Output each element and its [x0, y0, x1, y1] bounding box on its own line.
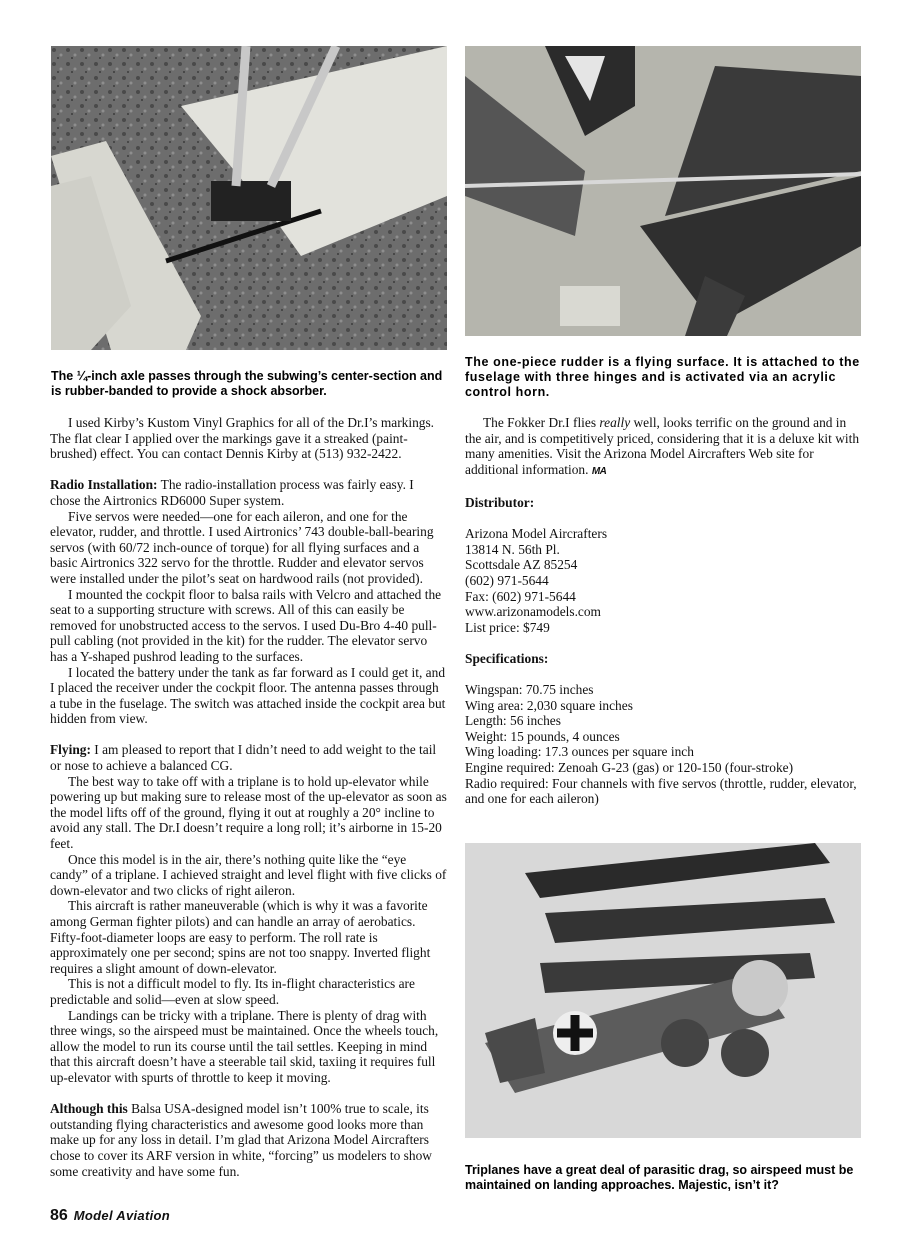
rudder-caption: The one-piece rudder is a flying surface. It is attached to the fuselage with three hinges and is activated via an acrylic control horn.	[465, 355, 860, 399]
rudder-photo	[465, 46, 861, 336]
page-number: 86	[50, 1207, 68, 1224]
spec-line: Wingspan: 70.75 inches	[465, 682, 594, 698]
flying-heading: Flying:	[50, 742, 91, 758]
distributor-line: Fax: (602) 971-5644	[465, 588, 576, 604]
distributor-line: (602) 971-5644	[465, 572, 549, 588]
flying-paragraph-3: Once this model is in the air, there’s nothing quite like the “eye candy” of a triplane. I achieved straight and level flight with five clicks of down-elevator and two clicks of right aileron.	[50, 851, 447, 898]
spec-line: Engine required: Zenoah G-23 (gas) or 120-150 (four-stroke)	[465, 760, 794, 776]
radio-paragraph-3: I mounted the cockpit floor to balsa rails with Velcro and attached the seat to a supporting structure with screws. All of this can easily be removed for unobstructed access to the servos. I used Du-Bro 4-40 pull-pull cabling (not provided in the kit) for the rudder. The elevator servo has a Y-shaped pushrod leading to the surfaces.	[50, 586, 442, 664]
page-footer	[50, 1207, 170, 1225]
triplane-flight-photo	[465, 843, 861, 1138]
spec-line: Weight: 15 pounds, 4 ounces	[465, 728, 620, 744]
specs-heading: Specifications:	[465, 650, 549, 666]
distributor-line: 13814 N. 56th Pl.	[465, 541, 560, 557]
spec-line: Length: 56 inches	[465, 713, 561, 729]
distributor-heading: Distributor:	[465, 494, 535, 510]
distributor-line: Arizona Model Aircrafters	[465, 526, 608, 542]
spec-line: Wing loading: 17.3 ounces per square inch	[465, 744, 694, 760]
magazine-name: Model Aviation	[73, 1208, 170, 1223]
flying-paragraph-6: Landings can be tricky with a triplane. There is plenty of drag with three wings, so the airspeed must be maintained. Once the wheels touch, allow the model to run its course until the tail settles. Keeping in mind that this aircraft doesn’t have a steerable tail skid, taxiing it requires full up-elevator with spurts of throttle to keep it moving.	[50, 1007, 439, 1085]
left-column	[50, 415, 447, 1179]
radio-paragraph-2: Five servos were needed—one for each aileron, and one for the elevator, rudder, and throttle. I used Airtronics’ 743 double-ball-bearing servos (with 60/72 inch-ounce of torque) for all flying surfaces and a basic Airtronics 322 servo for the throttle. Rudder and elevator servos were installed under the pilot’s seat on hardwood rails (not provided).	[50, 508, 434, 586]
flight-caption: Triplanes have a great deal of parasitic drag, so airspeed must be maintained on landing approaches. Majestic, isn’t it?	[465, 1163, 854, 1192]
radio-paragraph-4: I located the battery under the tank as far forward as I could get it, and I placed the receiver under the cockpit floor. The antenna passes through a tube in the fuselage. The switch was attached inside the cockpit area but hidden from view.	[50, 664, 446, 727]
axle-caption: The ¼-inch axle passes through the subwing’s center-section and is rubber-banded to provide a shock absorber.	[51, 369, 443, 398]
spec-line: Radio required: Four channels with five servos (throttle, rudder, elevator, and one for each aileron)	[465, 775, 857, 807]
flying-paragraph-4: This aircraft is rather maneuverable (which is why it was a favorite among German fighter pilots) and can handle an array of aerobatics. Fifty-foot-diameter loops are easy to perform. The roll rate is approximately one per second; spins are not too snappy. Inverted flight requires a slight amount of down-elevator.	[50, 898, 431, 976]
spec-line: Wing area: 2,030 square inches	[465, 697, 633, 713]
end-mark: MA	[591, 465, 607, 477]
radio-heading: Radio Installation:	[50, 477, 158, 493]
distributor-line: List price: $749	[465, 619, 550, 635]
radio-paragraph-1: The radio-installation process was fairly easy. I chose the Airtronics RD6000 Super system.	[50, 477, 414, 508]
intro-paragraph: The Fokker Dr.I flies really well, looks terrific on the ground and in the air, and is competitively priced, considering that it is a deluxe kit with many amenities. Visit the Arizona Model Aircrafters Web site for additional information. MA	[465, 415, 860, 477]
closing-heading: Although this	[50, 1101, 128, 1117]
vinyl-paragraph: I used Kirby’s Kustom Vinyl Graphics for all of the Dr.I’s markings. The flat clear I applied over the markings gave it a streaked (paint-brushed) effect. You can contact Dennis Kirby at (513) 932-2422.	[50, 415, 435, 462]
flying-paragraph-5: This is not a difficult model to fly. Its in-flight characteristics are predictable and solid—even at slow speed.	[50, 976, 415, 1007]
distributor-line: www.arizonamodels.com	[465, 604, 601, 620]
distributor-line: Scottsdale AZ 85254	[465, 557, 578, 573]
axle-photo	[51, 46, 447, 350]
flying-paragraph-2: The best way to take off with a triplane is to hold up-elevator while powering up but making sure to release most of the up-elevator as soon as the model lifts off of the ground, flying it out at roughly a 20° incline to avoid any stall. The Dr.I doesn’t require a long roll; it’s airborne in 15-20 feet.	[50, 773, 447, 852]
right-column	[465, 415, 863, 807]
closing-paragraph: Balsa USA-designed model isn’t 100% true to scale, its outstanding flying characteristics and awesome good looks more than make up for any loss in detail. I’m glad that Arizona Model Aircrafters chose to cover its ARF version in white, “forcing” us modelers to show some creativity and have some fun.	[50, 1101, 432, 1179]
flying-paragraph-1: I am pleased to report that I didn’t need to add weight to the tail or nose to achieve a balanced CG.	[50, 742, 437, 774]
